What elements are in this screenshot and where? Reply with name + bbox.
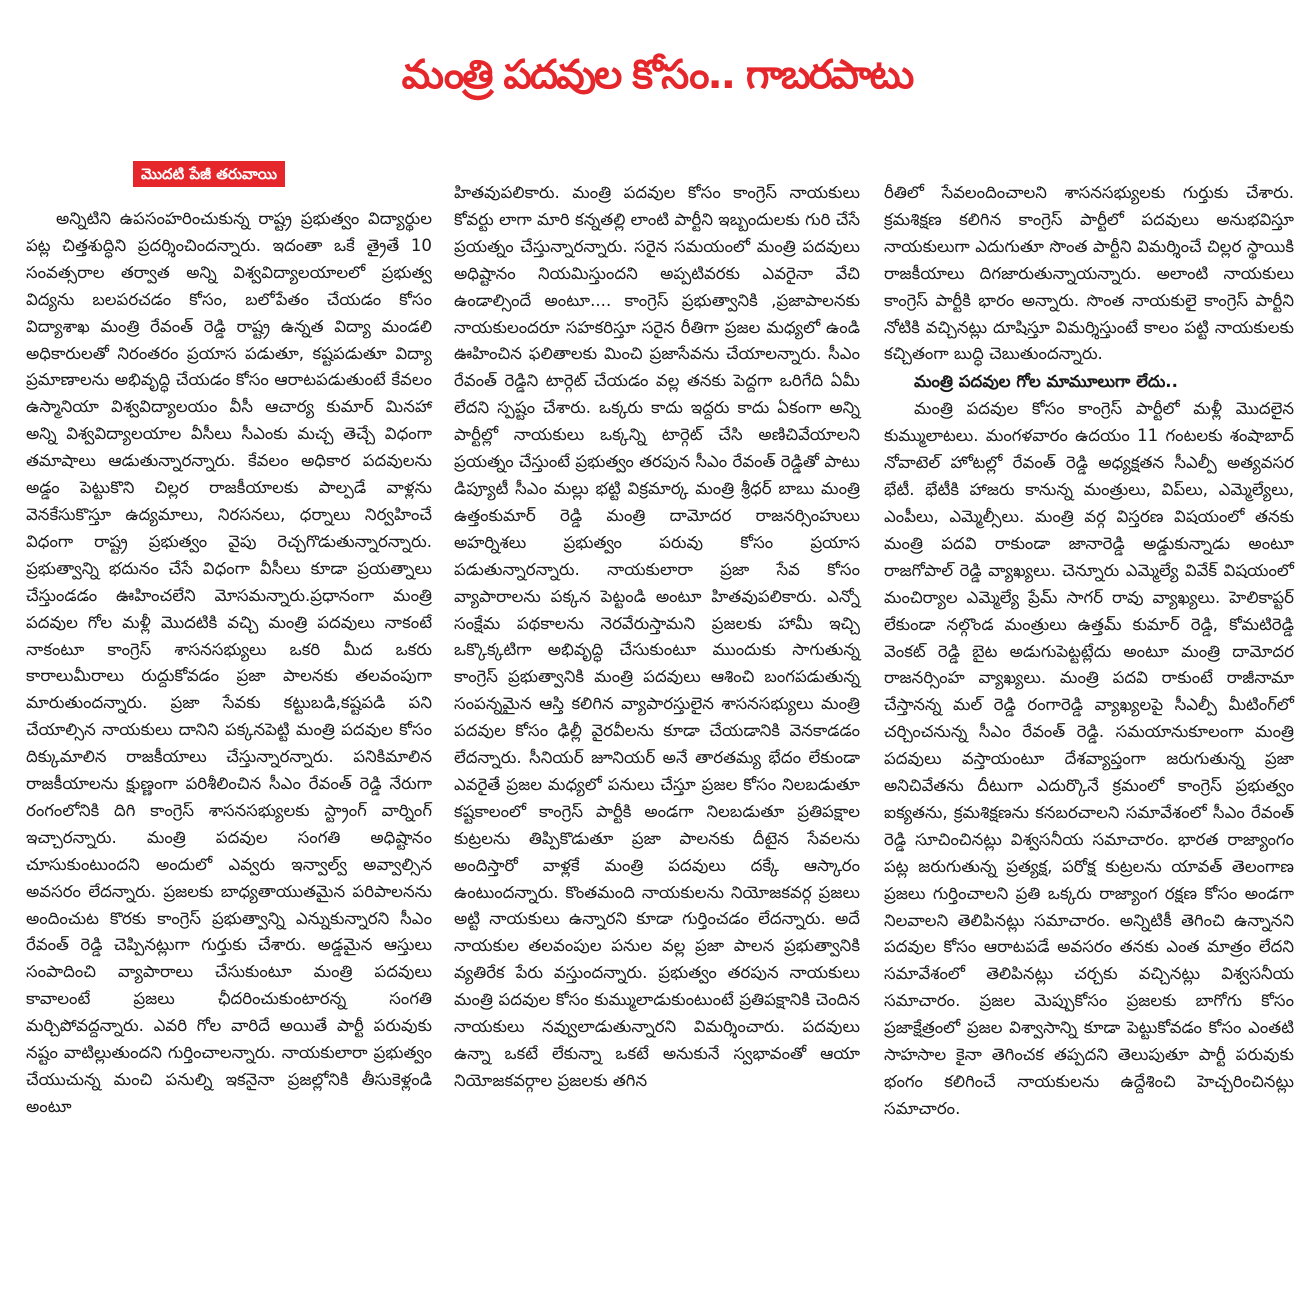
page-headline: మంత్రి పదవుల కోసం.. గాబరపాటు [401, 52, 913, 98]
column-3-paragraph-2: మంత్రి పదవుల కోసం కాంగ్రెస్ పార్టీలో మళ్లీ మొదలైన కుమ్ములాటలు. మంగళవారం ఉదయం 11 గంటలకు శంషాబాద్ నోవాటెల్ హోటల్లో రేవంత్ రెడ్డి అధ్యక్షతన సీఎల్పీ అత్యవసర భేటీ. భేటీకి హాజరు కానున్న మంత్రులు, విప్‌లు, ఎమ్మెల్యేలు, ఎంపీలు, ఎమ్మెల్సీలు. మంత్రి వర్గ విస్తరణ విషయంలో తనకు మంత్రి పదవి రాకుండా జానారెడ్డి అడ్డుకున్నాడు అంటూ రాజగోపాల్ రెడ్డి వ్యాఖ్యలు. చెన్నూరు ఎమ్మెల్యే వివేక్ విషయంలో మంచిర్యాల ఎమ్మెల్యే ప్రేమ్ సాగర్ రావు వ్యాఖ్యలు. హెలికాప్టర్ లేకుండా నల్గొండ మంత్రులు ఉత్తమ్ కుమార్ రెడ్డి, కోమటిరెడ్డి వెంకట్ రెడ్డి బైట అడుగుపెట్టట్లేదు అంటూ మంత్రి దామోదర రాజనర్సింహ వ్యాఖ్యలు. మంత్రి పదవి రాకుంటే రాజీనామా చేస్తానన్న మల్ రెడ్డి రంగారెడ్డి వ్యాఖ్యలపై సీఎల్పీ మీటింగ్‌లో చర్చించనున్న సీఎం రేవంత్ రెడ్డి. సమయానుకూలంగా మంత్రి పదవులు వస్తాయంటూ దేశవ్యాప్తంగా జరుగుతున్న ప్రజా అనిచివేతను దీటుగా ఎదుర్కొనే క్రమంలో కాంగ్రెస్ ప్రభుత్వం ఐక్యతను, క్రమశిక్షణను కనబరచాలని సమావేశంలో సీఎం రేవంత్ రెడ్డి సూచించినట్లు విశ్వసనీయ సమాచారం. భారత రాజ్యాంగం పట్ల జరుగుతున్న ప్రత్యక్ష, పరోక్ష కుట్రలను యావత్ తెలంగాణ ప్రజలు గుర్తించాలని ప్రతి ఒక్కరు రాజ్యాంగ రక్షణ కోసం అండగా నిలవాలని తెలిపినట్లు సమాచారం. అన్నిటికీ తెగించి ఉన్నానని పదవుల కోసం ఆరాటపడే అవసరం తనకు ఎంత మాత్రం లేదని సమావేశంలో తెలిపినట్లు చర్చకు వచ్చినట్లు విశ్వసనీయ సమాచారం. ప్రజల మెప్పుకోసం ప్రజలకు బాగోగు కోసం ప్రజాక్షేత్రంలో ప్రజల విశ్వాసాన్ని కూడా పెట్టుకోవడం కోసం ఎంతటి సాహసాల కైనా తెగించక తప్పదని తెలుపుతూ పార్టీ పరువుకు భంగం కలిగించే నాయకులను ఉద్దేశించి హెచ్చరించినట్లు సమాచారం. [884, 399, 1294, 1118]
column-1-paragraph: అన్నిటిని ఉపసంహరించుకున్న రాష్ట్ర ప్రభుత్వం విద్యార్థుల పట్ల చిత్తశుద్ధిని ప్రదర్శించిందన్నారు. ఇదంతా ఒకే త్రైతే 10 సంవత్సరాల తర్వాత అన్ని విశ్వవిద్యాలయాలలో ప్రభుత్వ విద్యను బలపరచడం కోసం, బలోపేతం చేయడం కోసం విద్యాశాఖ మంత్రి రేవంత్ రెడ్డి రాష్ట్ర ఉన్నత విద్యా మండలి అధికారులతో నిరంతరం ప్రయాస పడుతూ, కష్టపడుతూ విద్యా ప్రమాణాలను అభివృద్ధి చేయడం కోసం ఆరాటపడుతుంటే కేవలం ఉస్మానియా విశ్వవిద్యాలయం వీసీ ఆచార్య కుమార్ మినహా అన్ని విశ్వవిద్యాలయాల వీసీలు సీఎంకు మచ్చ తెచ్చే విధంగా తమాషాలు ఆడుతున్నారన్నారు. కేవలం అధికార పదవులను అడ్డం పెట్టుకొని చిల్లర రాజకీయాలకు పాల్పడే వాళ్లను వెనకేసుకొస్తూ ఉద్యమాలు, నిరసనలు, ధర్నాలు నిర్వహించే విధంగా రాష్ట్ర ప్రభుత్వం వైపు రెచ్చగొడుతున్నారన్నారు. ప్రభుత్వాన్ని భదునం చేసే విధంగా వీసీలు కూడా ప్రయత్నాలు చేస్తుండడం ఊహించలేని మోసమన్నారు.ప్రధానంగా మంత్రి పదవుల గోల మళ్లీ మొదటికి వచ్చి మంత్రి పదవులు నాకంటే నాకంటూ కాంగ్రెస్ శాసనసభ్యులు ఒకరి మీద ఒకరు కారాలుమీరాలు రుద్దుకోవడం ప్రజా పాలనకు తలవంపుగా మారుతుందన్నారు. ప్రజా సేవకు కట్టుబడి,కష్టపడి పని చేయాల్సిన నాయకులు దానిని పక్కనపెట్టి మంత్రి పదవుల కోసం దిక్కుమాలిన రాజకీయాలు చేస్తున్నారన్నారు. పనికిమాలిన రాజకీయాలను క్షుణ్ణంగా పరిశీలించిన సీఎం రేవంత్ రెడ్డి నేరుగా రంగంలోనికి దిగి కాంగ్రెస్ శాసనసభ్యులకు స్ట్రాంగ్ వార్నింగ్ ఇచ్చారన్నారు. మంత్రి పదవుల సంగతి అధిష్టానం చూసుకుంటుందని అందులో ఎవ్వరు ఇన్వాల్వ్ అవ్వాల్సిన అవసరం లేదన్నారు. ప్రజలకు బాధ్యతాయుతమైన పరిపాలనను అందించుట కొరకు కాంగ్రెస్ ప్రభుత్వాన్ని ఎన్నుకున్నారని సీఎం రేవంత్ రెడ్డి చెప్పినట్లుగా గుర్తుకు చేశారు. అడ్డమైన ఆస్తులు సంపాదించి వ్యాపారాలు చేసుకుంటూ మంత్రి పదవులు కావాలంటే ప్రజలు ఛీదరించుకుంటారన్న సంగతి మర్చిపోవద్దన్నారు. ఎవరి గోల వారిదే అయితే పార్టీ పరువుకు నష్టం వాటిల్లుతుందని గుర్తించాలన్నారు. నాయకులారా ప్రభుత్వం చేయుచున్న మంచి పనుల్ని ఇకనైనా ప్రజల్లోనికి తీసుకెళ్లండి అంటూ [26, 209, 432, 1116]
section-subheading: మంత్రి పదవుల గోల మామూలుగా లేదు.. [914, 372, 1178, 392]
article-column-1 [26, 206, 432, 1121]
column-3-paragraph-1: రీతిలో సేవలందించాలని శాసనసభ్యులకు గుర్తుకు చేశారు. క్రమశిక్షణ కలిగిన కాంగ్రెస్ పార్టీలో పదవులు అనుభవిస్తూ నాయకులుగా ఎదుగుతూ సొంత పార్టీని విమర్శించే చిల్లర స్థాయికి రాజకీయాలు దిగజారుతున్నాయన్నారు. అలాంటి నాయకులు కాంగ్రెస్ పార్టీకి భారం అన్నారు. సొంత నాయకులై కాంగ్రెస్ పార్టీని నోటికి వచ్చినట్లు దూషిస్తూ విమర్శిస్తుంటే కాలం పట్టి నాయకులకు కచ్చితంగా బుద్ధి చెబుతుందన్నారు. [884, 183, 1294, 364]
article-column-2 [454, 180, 860, 1095]
article-column-3 [884, 180, 1294, 1123]
continued-from-front-page-label: మొదటి పేజీ తరువాయి [133, 161, 285, 187]
column-2-paragraph: హితవుపలికారు. మంత్రి పదవుల కోసం కాంగ్రెస్ నాయకులు కోవర్టు లాగా మారి కన్నతల్లి లాంటి పార్టీని ఇబ్బందులకు గురి చేసే ప్రయత్నం చేస్తున్నారన్నారు. సరైన సమయంలో మంత్రి పదవులు అధిష్టానం నియమిస్తుందని అప్పటివరకు ఎవరైనా వేచి ఉండాల్సిందే అంటూ.... కాంగ్రెస్ ప్రభుత్వానికి ,ప్రజాపాలనకు నాయకులందరూ సహకరిస్తూ సరైన రీతిగా ప్రజల మధ్యలో ఉండి ఊహించిన ఫలితాలకు మించి ప్రజాసేవను చేయాలన్నారు. సీఎం రేవంత్ రెడ్డిని టార్గెట్ చేయడం వల్ల తనకు పెద్దగా ఒరిగేది ఏమీ లేదని స్పష్టం చేశారు. ఒక్కరు కాదు ఇద్దరు కాదు ఏకంగా అన్ని పార్టీల్లో నాయకులు ఒక్కన్ని టార్గెట్ చేసి అణిచివేయాలని ప్రయత్నం చేస్తుంటే ప్రభుత్వం తరపున సీఎం రేవంత్ రెడ్డితో పాటు డిప్యూటీ సీఎం మల్లు భట్టి విక్రమార్క మంత్రి శ్రీధర్ బాబు మంత్రి ఉత్తంకుమార్ రెడ్డి మంత్రి దామోదర రాజనర్సింహులు అహర్నిశలు ప్రభుత్వం పరువు కోసం ప్రయాస పడుతున్నారన్నారు. నాయకులారా ప్రజా సేవ కోసం వ్యాపారాలను పక్కన పెట్టండి అంటూ హితవుపలికారు. ఎన్నో సంక్షేమ పథకాలను నెరవేరుస్తామని ప్రజలకు హామీ ఇచ్చి ఒక్కొక్కటిగా అభివృద్ధి చేసుకుంటూ ముందుకు సాగుతున్న కాంగ్రెస్ ప్రభుత్వానికి మంత్రి పదవులు ఆశించి బంగపడుతున్న సంపన్నమైన ఆస్తి కలిగిన వ్యాపారస్తులైన శాసనసభ్యులు మంత్రి పదవుల కోసం ఢిల్లీ వైరవీలను కూడా చేయడానికి వెనకాడడం లేదన్నారు. సీనియర్ జూనియర్ అనే తారతమ్య భేదం లేకుండా ఎవరైతే ప్రజల మధ్యలో పనులు చేస్తూ ప్రజల కోసం నిలబడుతూ కష్టకాలంలో కాంగ్రెస్ పార్టీకి అండగా నిలబడుతూ ప్రతిపక్షాల కుట్రలను తిప్పికొడుతూ ప్రజా పాలనకు దీటైన సేవలను అందిస్తారో వాళ్లకే మంత్రి పదవులు దక్కే ఆస్కారం ఉంటుందన్నారు. కొంతమంది నాయకులను నియోజకవర్గ ప్రజలు అట్టి నాయకులు ఉన్నారని కూడా గుర్తించడం లేదన్నారు. అదే నాయకుల తలవంపుల పనుల వల్ల ప్రజా పాలన ప్రభుత్వానికి వ్యతిరేక పేరు వస్తుందన్నారు. ప్రభుత్వం తరపున నాయకులు మంత్రి పదవుల కోసం కుమ్ములాడుకుంటుంటే ప్రతిపక్షానికి చెందిన నాయకులు నవ్వులాడుతున్నారని విమర్శించారు. పదవులు ఉన్నా ఒకటే లేకున్నా ఒకటే అనుకునే స్వభావంతో ఆయా నియోజకవర్గాల ప్రజలకు తగిన [454, 183, 860, 1090]
